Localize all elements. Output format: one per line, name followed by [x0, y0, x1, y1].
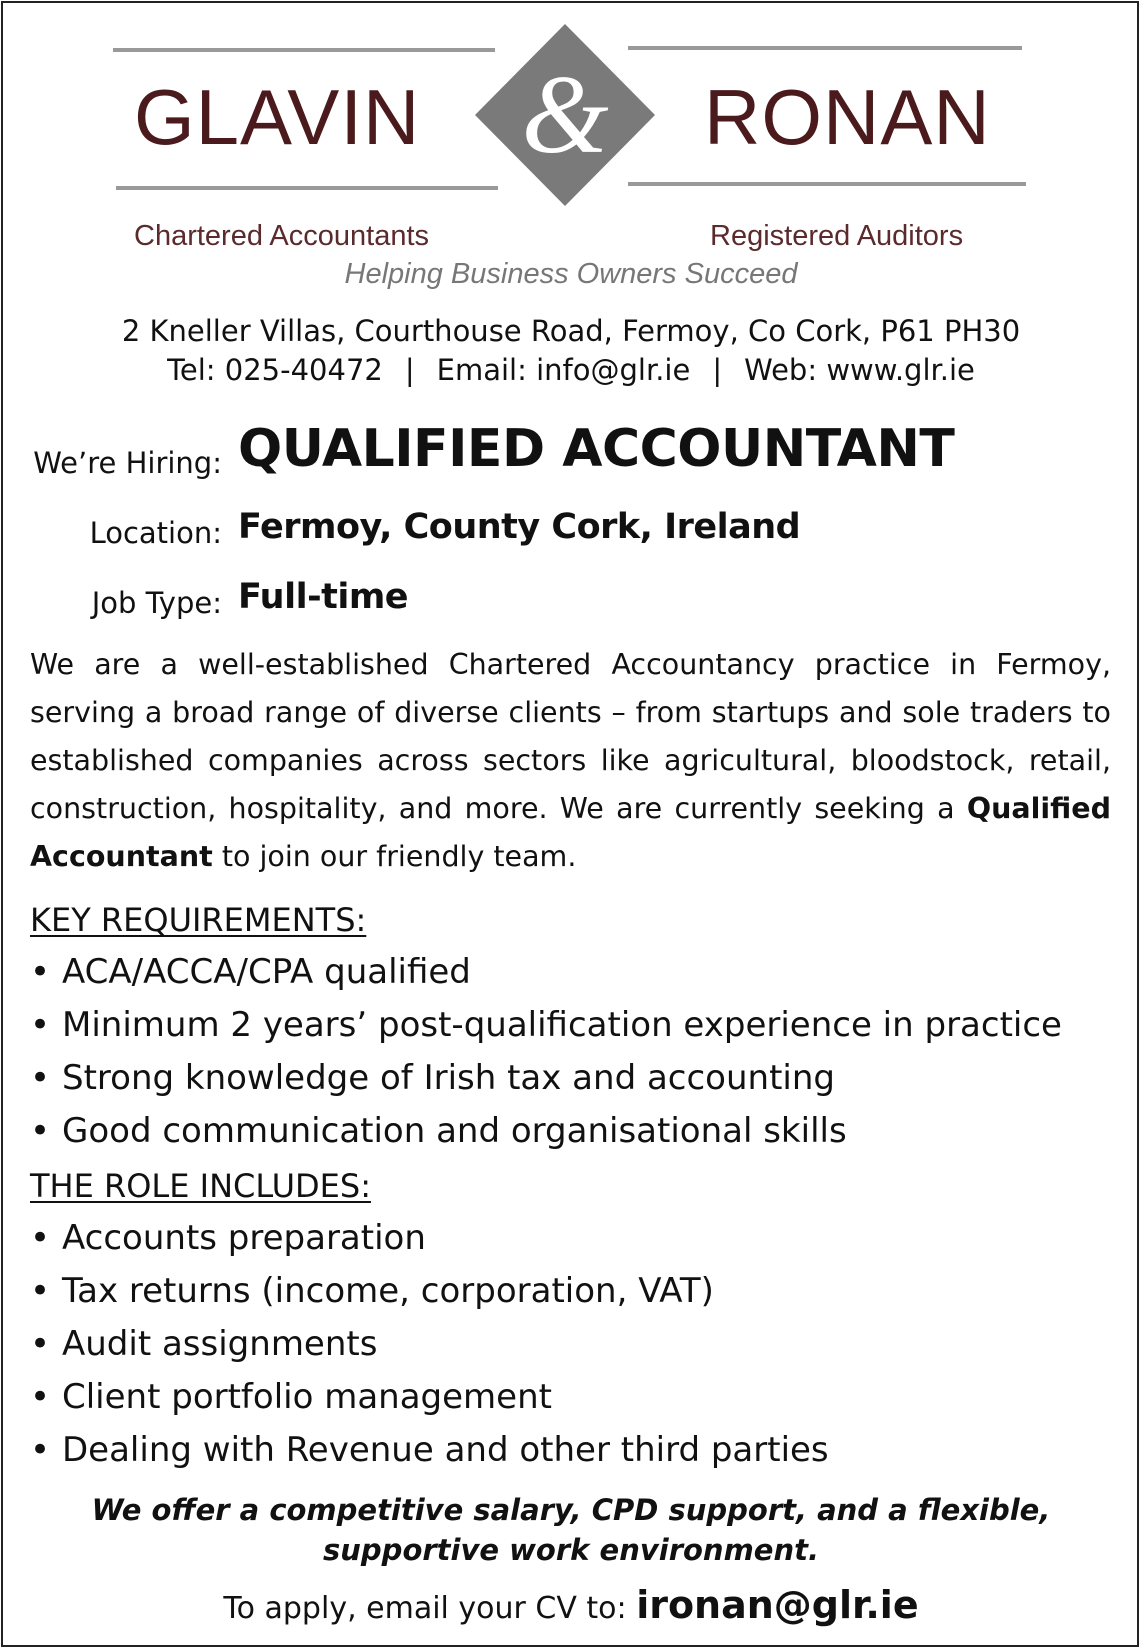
- list-item: [30, 1318, 829, 1371]
- list-item: [30, 1424, 829, 1477]
- list-item-text: ACA/ACCA/CPA qualified: [62, 952, 471, 992]
- requirements-heading: KEY REQUIREMENTS:: [30, 901, 367, 939]
- apply-label: To apply, email your CV to:: [223, 1591, 627, 1626]
- job-location: Fermoy, County Cork, Ireland: [238, 507, 801, 547]
- bullet-icon: •: [30, 1058, 51, 1098]
- list-item: [30, 1052, 1062, 1105]
- bullet-icon: •: [30, 1430, 51, 1470]
- job-type-label: Job Type:: [91, 586, 222, 620]
- contact-line: [0, 352, 1142, 388]
- hiring-label: We’re Hiring:: [33, 446, 222, 480]
- list-item: [30, 1371, 829, 1424]
- logo-word-ronan: RONAN: [704, 73, 991, 161]
- intro-highlight: Qualified Accountant: [30, 792, 1111, 873]
- offer-line-2: supportive work environment.: [323, 1533, 819, 1567]
- logo-word-glavin: GLAVIN: [134, 73, 421, 161]
- list-item-text: Minimum 2 years’ post-qualification experience in practice: [62, 1005, 1062, 1045]
- offer-line-1: We offer a competitive salary, CPD support, and a flexible,: [91, 1493, 1051, 1527]
- job-type: Full-time: [238, 577, 409, 617]
- bullet-icon: •: [30, 1218, 51, 1258]
- list-item-text: Client portfolio management: [62, 1377, 552, 1417]
- logo-ampersand: &: [521, 53, 609, 177]
- contact-website[interactable]: Web: www.glr.ie: [744, 353, 975, 387]
- company-logo: [0, 0, 1142, 300]
- logo-subtitle-left: Chartered Accountants: [134, 220, 430, 252]
- bullet-icon: •: [30, 1377, 51, 1417]
- intro-paragraph: [30, 641, 1111, 881]
- bullet-icon: •: [30, 1111, 51, 1151]
- role-heading: THE ROLE INCLUDES:: [30, 1167, 371, 1205]
- list-item-text: Tax returns (income, corporation, VAT): [62, 1271, 714, 1311]
- list-item-text: Audit assignments: [62, 1324, 378, 1364]
- contact-phone: Tel: 025-40472: [167, 353, 383, 387]
- logo-tagline: Helping Business Owners Succeed: [344, 258, 798, 290]
- intro-text: We are a well-established Chartered Accountancy practice in Fermoy, serving a broad range of diverse clients – from startups and sole traders to established companies across sectors like agricultural, bloodstock, retail, construction, hospitality, and more. We are currently seeking a: [30, 648, 1111, 825]
- list-item: [30, 1105, 1062, 1158]
- list-item-text: Strong knowledge of Irish tax and accounting: [62, 1058, 835, 1098]
- role-list: [30, 1212, 829, 1477]
- bullet-icon: •: [30, 1005, 51, 1045]
- bullet-icon: •: [30, 952, 51, 992]
- list-item: [30, 1265, 829, 1318]
- contact-separator: |: [404, 353, 415, 387]
- apply-line: [0, 1585, 1142, 1629]
- offer-statement: [0, 1490, 1142, 1570]
- location-label: Location:: [89, 516, 222, 550]
- contact-separator: |: [712, 353, 723, 387]
- requirements-list: [30, 946, 1062, 1158]
- logo-subtitle-right: Registered Auditors: [710, 220, 964, 252]
- intro-tail: to join our friendly team.: [221, 840, 577, 873]
- list-item-text: Accounts preparation: [62, 1218, 426, 1258]
- job-title: QUALIFIED ACCOUNTANT: [238, 419, 955, 479]
- bullet-icon: •: [30, 1324, 51, 1364]
- contact-email[interactable]: Email: info@glr.ie: [436, 353, 691, 387]
- list-item-text: Good communication and organisational skills: [62, 1111, 847, 1151]
- bullet-icon: •: [30, 1271, 51, 1311]
- list-item: [30, 946, 1062, 999]
- list-item: [30, 1212, 829, 1265]
- list-item: [30, 999, 1062, 1052]
- list-item-text: Dealing with Revenue and other third parties: [62, 1430, 829, 1470]
- apply-email-link[interactable]: ironan@glr.ie: [636, 1583, 919, 1627]
- company-address: 2 Kneller Villas, Courthouse Road, Fermoy, Co Cork, P61 PH30: [121, 314, 1021, 348]
